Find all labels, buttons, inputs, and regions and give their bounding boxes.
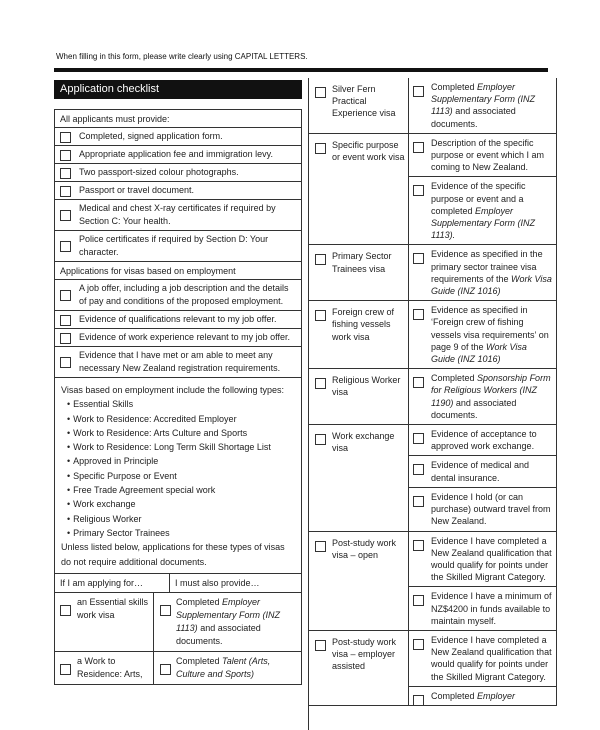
visa-type-item	[61, 440, 295, 454]
requirements-list	[409, 369, 557, 424]
checkbox-cell	[409, 78, 431, 133]
text-part: Evidence I hold (or can purchase) outward travel from New Zealand.	[431, 491, 551, 527]
checkbox-cell	[55, 652, 77, 684]
checkbox-cell	[309, 532, 332, 630]
visa-types-note: Unless listed below, applications for these types of visas do not require additional documents.	[61, 542, 285, 567]
checkbox-cell	[309, 134, 332, 245]
bullet-icon: •	[67, 442, 71, 453]
requirement-row	[409, 587, 557, 630]
bullet-icon: •	[67, 513, 71, 524]
checkbox-cell	[309, 301, 332, 368]
visa-type-item	[61, 412, 295, 426]
checklist-item-text: Appropriate application fee and immigration levy.	[79, 149, 273, 159]
checkbox-cell	[55, 347, 79, 377]
checklist-item	[54, 280, 302, 311]
checklist-item	[54, 329, 302, 347]
checkbox-cell	[409, 631, 431, 686]
checklist-item-text: Completed, signed application form.	[79, 131, 223, 141]
visa-types-section	[54, 378, 302, 574]
text-part: and associated documents.	[431, 106, 516, 129]
text-part: Work Visa Guide (INZ 1016)	[431, 341, 527, 365]
checkbox-cell	[409, 301, 431, 368]
visa-row	[309, 425, 557, 531]
visa-row	[309, 78, 557, 134]
checkbox-cell	[409, 488, 431, 531]
checkbox[interactable]	[413, 142, 424, 153]
checkbox[interactable]	[413, 540, 424, 551]
visa-name: Silver Fern Practical Experience visa	[332, 78, 409, 133]
checklist-item	[54, 182, 302, 200]
text-part: and associated documents.	[431, 397, 517, 420]
requirement-row	[409, 245, 557, 300]
requirement-text	[431, 301, 557, 368]
checkbox-cell	[55, 146, 79, 163]
text-part: and associated documents.	[176, 622, 261, 646]
text-part: Completed	[176, 655, 223, 666]
requirement-text	[176, 652, 301, 684]
visa-type-label: Specific Purpose or Event	[73, 470, 177, 481]
visa-type-item	[61, 397, 295, 411]
checkbox-cell	[154, 652, 176, 684]
checkbox-cell	[55, 231, 79, 261]
checklist-item	[54, 347, 302, 378]
employment-list	[54, 280, 302, 378]
checklist-item-text: Police certificates if required by Section D: Your character.	[79, 234, 269, 257]
requirement-row	[409, 488, 557, 531]
checkbox[interactable]	[315, 541, 326, 552]
visa-row	[309, 245, 557, 301]
checkbox-cell	[154, 593, 176, 651]
visa-row	[309, 301, 557, 369]
checkbox-cell	[55, 280, 79, 310]
visa-type-item	[61, 497, 295, 511]
checkbox-cell	[309, 369, 332, 424]
checklist-item-text: A job offer, including a job description and the details of pay and conditions of the proposed employment.	[79, 283, 289, 306]
visa-type-label: Primary Sector Trainees	[73, 527, 170, 538]
header-rule	[54, 68, 548, 72]
bullet-icon: •	[67, 499, 71, 510]
checkbox[interactable]	[413, 86, 424, 97]
checkbox[interactable]	[315, 434, 326, 445]
checkbox[interactable]	[315, 254, 326, 265]
requirement-text	[431, 369, 557, 424]
visa-name: Specific purpose or event work visa	[332, 134, 409, 245]
requirements-list	[409, 134, 557, 245]
requirement-text	[431, 245, 557, 300]
checkbox-cell	[409, 425, 431, 455]
checkbox-cell	[309, 245, 332, 300]
checkbox[interactable]	[60, 132, 71, 143]
requirement-text	[431, 425, 557, 455]
requirement-row	[409, 301, 557, 368]
requirement-text	[431, 587, 557, 630]
checkbox[interactable]	[413, 433, 424, 444]
checkbox[interactable]	[413, 695, 424, 706]
visa-type-label: Work exchange	[73, 499, 136, 510]
bullet-icon: •	[67, 456, 71, 467]
pair-row	[54, 593, 302, 652]
requirements-list	[409, 301, 557, 368]
checkbox[interactable]	[413, 309, 424, 320]
checkbox-cell	[409, 177, 431, 244]
requirement-text	[431, 134, 557, 177]
text-part: Completed	[431, 690, 478, 701]
text-part: Evidence of acceptance to approved work exchange.	[431, 429, 537, 452]
text-part: Evidence as specified in the primary sector trainee visa requirements of the	[431, 249, 543, 284]
pair-row	[54, 652, 302, 685]
requirement-row	[409, 456, 557, 487]
text-part: Completed	[431, 82, 478, 92]
requirements-list	[409, 631, 557, 705]
checkbox[interactable]	[160, 664, 171, 675]
visa-types-intro: Visas based on employment include the following types:	[61, 385, 284, 395]
requirement-row	[409, 78, 557, 133]
visa-requirements-table	[309, 78, 557, 706]
all-applicants-header: All applicants must provide:	[54, 109, 302, 128]
visa-name: Religious Worker visa	[332, 369, 409, 424]
text-part: Evidence I have completed a New Zealand qualification that would qualify for points under the Skilled Migrant Category.	[431, 634, 552, 682]
requirements-list	[409, 425, 557, 530]
bullet-icon: •	[67, 527, 71, 538]
text-part: Employer Supplementary Form (INZ 1113)	[176, 596, 281, 633]
checkbox-cell	[55, 311, 79, 328]
visa-row	[309, 631, 557, 706]
requirement-row	[409, 631, 557, 687]
text-part: Evidence I have completed a New Zealand qualification that would qualify for points under the Skilled Migrant Category.	[431, 535, 552, 583]
checkbox[interactable]	[413, 595, 424, 606]
requirement-text	[431, 177, 557, 244]
visa-name: Primary Sector Trainees visa	[332, 245, 409, 300]
requirement-text	[176, 593, 301, 651]
employment-header: Applications for visas based on employment	[54, 262, 302, 280]
visa-name: an Essential skills work visa	[77, 593, 154, 651]
checkbox-cell	[55, 182, 79, 199]
checkbox-cell	[409, 587, 431, 630]
checkbox-cell	[55, 200, 79, 230]
requirement-row	[409, 177, 557, 244]
visa-type-label: Work to Residence: Accredited Employer	[73, 413, 237, 424]
checkbox-cell	[55, 164, 79, 181]
checklist-item-text: Evidence that I have met or am able to meet any necessary New Zealand registration requirements.	[79, 350, 281, 373]
text-part: Talent (Arts, Culture and Sports)	[176, 655, 271, 679]
visa-type-label: Approved in Principle	[73, 456, 159, 467]
requirements-list	[409, 532, 557, 630]
requirement-text	[431, 488, 557, 531]
visa-name: Work exchange visa	[332, 425, 409, 530]
visa-type-item	[61, 426, 295, 440]
checklist-item	[54, 146, 302, 164]
left-pair-rows	[54, 593, 302, 685]
checkbox[interactable]	[60, 605, 71, 616]
requirement-row	[409, 532, 557, 588]
bullet-icon: •	[67, 485, 71, 496]
pair-table-header	[54, 574, 302, 593]
checkbox[interactable]	[315, 87, 326, 98]
requirement-row	[409, 369, 557, 424]
checkbox[interactable]	[315, 640, 326, 651]
visa-name: Foreign crew of fishing vessels work visa	[332, 301, 409, 368]
checkbox[interactable]	[60, 357, 71, 368]
checkbox[interactable]	[60, 241, 71, 252]
checklist-item-text: Two passport-sized colour photographs.	[79, 167, 239, 177]
visa-name: Post-study work visa – employer assisted	[332, 631, 409, 705]
checkbox[interactable]	[413, 253, 424, 264]
checklist-item	[54, 311, 302, 329]
text-part: Employer	[477, 690, 516, 701]
visa-row	[309, 369, 557, 425]
visa-name: Post-study work visa – open	[332, 532, 409, 630]
text-part: Evidence of the specific purpose or event and a completed	[431, 181, 526, 216]
all-applicants-list	[54, 128, 302, 262]
visa-type-label: Work to Residence: Long Term Skill Shortage List	[73, 442, 271, 453]
checkbox[interactable]	[60, 664, 71, 675]
checkbox[interactable]	[413, 496, 424, 507]
checkbox[interactable]	[60, 210, 71, 221]
checkbox[interactable]	[315, 310, 326, 321]
visa-type-label: Work to Residence: Arts Culture and Sports	[73, 427, 248, 438]
checkbox[interactable]	[413, 464, 424, 475]
checklist-title: Application checklist	[54, 80, 302, 99]
requirement-text	[431, 532, 557, 587]
requirement-row	[409, 687, 557, 705]
requirements-list	[409, 245, 557, 300]
left-column	[54, 80, 302, 730]
text-part: Completed	[176, 596, 223, 607]
checklist-item-text: Medical and chest X-ray certificates if required by Section C: Your health.	[79, 203, 276, 226]
visa-type-item	[61, 526, 295, 540]
text-part: Completed	[431, 373, 478, 384]
checkbox[interactable]	[60, 150, 71, 161]
checkbox-cell	[409, 134, 431, 177]
checkbox[interactable]	[60, 168, 71, 179]
checkbox[interactable]	[60, 186, 71, 197]
requirement-text	[431, 687, 557, 705]
requirement-text	[431, 78, 557, 133]
visa-type-item	[61, 469, 295, 483]
bullet-icon: •	[67, 427, 71, 438]
checkbox-cell	[309, 78, 332, 133]
text-part: Evidence I have a minimum of NZ$4200 in funds available to maintain myself.	[431, 591, 552, 626]
visa-type-item	[61, 483, 295, 497]
checklist-item	[54, 200, 302, 231]
visa-row	[309, 134, 557, 246]
checkbox[interactable]	[60, 290, 71, 301]
requirement-row	[409, 134, 557, 178]
visa-type-label: Free Trade Agreement special work	[73, 485, 216, 496]
checkbox-cell	[409, 245, 431, 300]
visa-type-item	[61, 454, 295, 468]
checkbox[interactable]	[160, 605, 171, 616]
requirement-text	[431, 456, 557, 486]
col-provide-header: I must also provide…	[175, 577, 260, 588]
bullet-icon: •	[67, 399, 71, 410]
bullet-icon: •	[67, 413, 71, 424]
visa-types-list	[61, 397, 295, 540]
checkbox-cell	[55, 593, 77, 651]
checkbox[interactable]	[413, 185, 424, 196]
visa-type-label: Religious Worker	[73, 513, 142, 524]
checkbox-cell	[409, 687, 431, 705]
visa-type-label: Essential Skills	[73, 399, 134, 410]
checkbox-cell	[309, 425, 332, 530]
checklist-item	[54, 128, 302, 146]
requirement-text	[431, 631, 557, 686]
visa-type-item	[61, 512, 295, 526]
text-part: Sponsorship Form for Religious Workers (INZ 1190)	[431, 373, 551, 408]
requirement-row	[409, 425, 557, 456]
checklist-item-text: Evidence of qualifications relevant to my job offer.	[79, 314, 277, 324]
bullet-icon: •	[67, 470, 71, 481]
checklist-item-text: Evidence of work experience relevant to my job offer.	[79, 332, 290, 342]
text-part: Employer Supplementary Form (INZ 1113).	[431, 205, 536, 241]
checkbox-cell	[409, 456, 431, 486]
text-part: Work Visa Guide (INZ 1016)	[431, 273, 552, 297]
visa-row	[309, 532, 557, 631]
checkbox[interactable]	[315, 143, 326, 154]
text-part: Evidence as specified in ‘Foreign crew of fishing vessels visa requirements’ on page 9 of the	[431, 305, 549, 352]
text-part: Employer Supplementary Form (INZ 1113)	[431, 82, 536, 117]
checkbox[interactable]	[413, 377, 424, 388]
checkbox-cell	[309, 631, 332, 705]
checkbox[interactable]	[60, 315, 71, 326]
visa-name: a Work to Residence: Arts,	[77, 652, 154, 684]
requirements-list	[409, 78, 557, 133]
checkbox-cell	[55, 329, 79, 346]
checkbox[interactable]	[315, 378, 326, 389]
checkbox-cell	[409, 369, 431, 424]
checkbox-cell	[55, 128, 79, 145]
col-applying-header: If I am applying for…	[55, 574, 170, 592]
checkbox[interactable]	[60, 333, 71, 344]
checklist-item-text: Passport or travel document.	[79, 185, 195, 195]
checkbox[interactable]	[413, 639, 424, 650]
text-part: Description of the specific purpose or event which I am coming to New Zealand.	[431, 137, 545, 173]
text-part: Evidence of medical and dental insurance.	[431, 460, 530, 483]
checklist-item	[54, 231, 302, 262]
checklist-item	[54, 164, 302, 182]
instruction-text: When filling in this form, please write clearly using CAPITAL LETTERS.	[56, 52, 308, 61]
right-column	[308, 78, 557, 730]
checkbox-cell	[409, 532, 431, 587]
